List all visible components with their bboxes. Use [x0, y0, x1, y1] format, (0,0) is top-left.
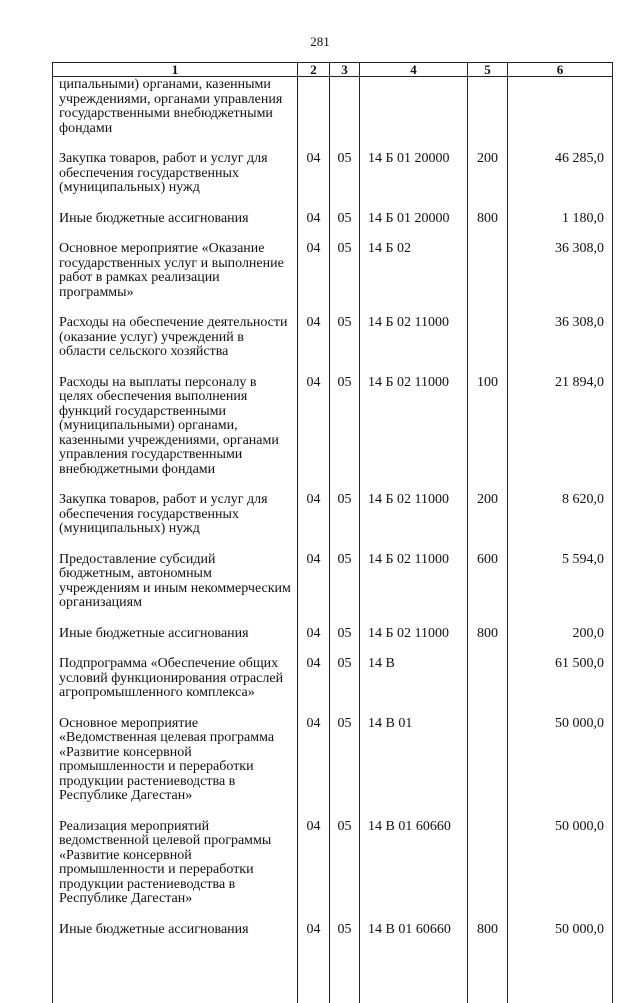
row-amount: 50 000,0	[508, 820, 613, 923]
row-subsection: 05	[330, 316, 360, 376]
row-subsection: 05	[330, 553, 360, 627]
row-target-code: 14 В 01 60660	[360, 820, 468, 923]
row-name: Иные бюджетные ассигнования	[53, 923, 298, 1003]
row-section: 04	[298, 923, 330, 1003]
table-row	[53, 493, 613, 553]
row-expense-type	[468, 657, 508, 717]
table-body	[53, 77, 613, 1003]
row-amount: 36 308,0	[508, 242, 613, 316]
row-name: Иные бюджетные ассигнования	[53, 212, 298, 243]
budget-table	[52, 62, 613, 1003]
row-subsection: 05	[330, 152, 360, 212]
row-target-code: 14 Б 01 20000	[360, 212, 468, 243]
row-target-code: 14 Б 02	[360, 242, 468, 316]
row-subsection: 05	[330, 820, 360, 923]
column-header-expense-type: 5	[468, 63, 508, 77]
column-header-target-code: 4	[360, 63, 468, 77]
row-subsection: 05	[330, 212, 360, 243]
row-name: Подпрограмма «Обеспечение общих условий функционирования отраслей агропромышленного комплекса»	[53, 657, 298, 717]
row-target-code: 14 Б 02 11000	[360, 316, 468, 376]
row-name: Расходы на обеспечение деятельности (оказание услуг) учреждений в области сельского хозяйства	[53, 316, 298, 376]
table-row	[53, 77, 613, 153]
row-amount	[508, 77, 613, 153]
row-amount: 1 180,0	[508, 212, 613, 243]
row-amount: 8 620,0	[508, 493, 613, 553]
row-expense-type	[468, 717, 508, 820]
row-name: Закупка товаров, работ и услуг для обеспечения государственных (муниципальных) нужд	[53, 152, 298, 212]
row-target-code: 14 Б 01 20000	[360, 152, 468, 212]
row-subsection: 05	[330, 376, 360, 494]
row-expense-type: 800	[468, 627, 508, 658]
row-target-code	[360, 77, 468, 153]
table-row	[53, 657, 613, 717]
row-amount: 50 000,0	[508, 717, 613, 820]
row-section: 04	[298, 316, 330, 376]
table-row	[53, 627, 613, 658]
row-amount: 46 285,0	[508, 152, 613, 212]
row-expense-type: 600	[468, 553, 508, 627]
row-target-code: 14 В	[360, 657, 468, 717]
row-expense-type	[468, 316, 508, 376]
row-name: Основное мероприятие «Ведомственная целевая программа «Развитие консервной промышленности и переработки продукции растениеводства в Республике Дагестан»	[53, 717, 298, 820]
row-target-code: 14 Б 02 11000	[360, 376, 468, 494]
row-section: 04	[298, 627, 330, 658]
table-row	[53, 376, 613, 494]
row-target-code: 14 Б 02 11000	[360, 493, 468, 553]
row-target-code: 14 Б 02 11000	[360, 627, 468, 658]
page-number: 281	[0, 34, 640, 50]
column-header-section: 2	[298, 63, 330, 77]
row-amount: 21 894,0	[508, 376, 613, 494]
row-subsection: 05	[330, 493, 360, 553]
row-name: Предоставление субсидий бюджетным, автономным учреждениям и иным некоммерческим организациям	[53, 553, 298, 627]
row-subsection: 05	[330, 657, 360, 717]
row-amount: 61 500,0	[508, 657, 613, 717]
row-name: ципальными) органами, казенными учреждениями, органами управления государственными внебюджетными фондами	[53, 77, 298, 153]
table-row	[53, 553, 613, 627]
row-expense-type: 200	[468, 152, 508, 212]
row-subsection: 05	[330, 627, 360, 658]
row-section: 04	[298, 152, 330, 212]
row-name: Основное мероприятие «Оказание государственных услуг и выполнение работ в рамках реализации программы»	[53, 242, 298, 316]
row-section: 04	[298, 212, 330, 243]
row-target-code: 14 В 01	[360, 717, 468, 820]
row-expense-type: 200	[468, 493, 508, 553]
table-row	[53, 316, 613, 376]
row-section: 04	[298, 493, 330, 553]
row-section: 04	[298, 657, 330, 717]
row-name: Иные бюджетные ассигнования	[53, 627, 298, 658]
row-expense-type	[468, 820, 508, 923]
row-target-code: 14 В 01 60660	[360, 923, 468, 1003]
row-section: 04	[298, 820, 330, 923]
row-name: Закупка товаров, работ и услуг для обеспечения государственных (муниципальных) нужд	[53, 493, 298, 553]
row-subsection: 05	[330, 717, 360, 820]
row-section: 04	[298, 242, 330, 316]
row-section	[298, 77, 330, 153]
row-subsection: 05	[330, 923, 360, 1003]
table-row	[53, 152, 613, 212]
row-section: 04	[298, 717, 330, 820]
row-expense-type	[468, 242, 508, 316]
table-row	[53, 717, 613, 820]
row-expense-type: 800	[468, 212, 508, 243]
row-amount: 200,0	[508, 627, 613, 658]
row-expense-type: 800	[468, 923, 508, 1003]
table-row	[53, 212, 613, 243]
row-target-code: 14 Б 02 11000	[360, 553, 468, 627]
row-amount: 5 594,0	[508, 553, 613, 627]
table-row	[53, 242, 613, 316]
row-section: 04	[298, 553, 330, 627]
table-header-row	[53, 63, 613, 77]
column-header-subsection: 3	[330, 63, 360, 77]
column-header-name: 1	[53, 63, 298, 77]
row-section: 04	[298, 376, 330, 494]
row-name: Реализация мероприятий ведомственной целевой программы «Развитие консервной промышленности и переработки продукции растениеводства в Республике Дагестан»	[53, 820, 298, 923]
row-subsection	[330, 77, 360, 153]
row-expense-type	[468, 77, 508, 153]
row-amount: 50 000,0	[508, 923, 613, 1003]
column-header-amount: 6	[508, 63, 613, 77]
row-subsection: 05	[330, 242, 360, 316]
table-row	[53, 820, 613, 923]
row-amount: 36 308,0	[508, 316, 613, 376]
row-expense-type: 100	[468, 376, 508, 494]
table-row	[53, 923, 613, 1003]
row-name: Расходы на выплаты персоналу в целях обеспечения выполнения функций государственными (муниципальными) органами, казенными учреждениями, органами управления государственными внебюджетными фондами	[53, 376, 298, 494]
